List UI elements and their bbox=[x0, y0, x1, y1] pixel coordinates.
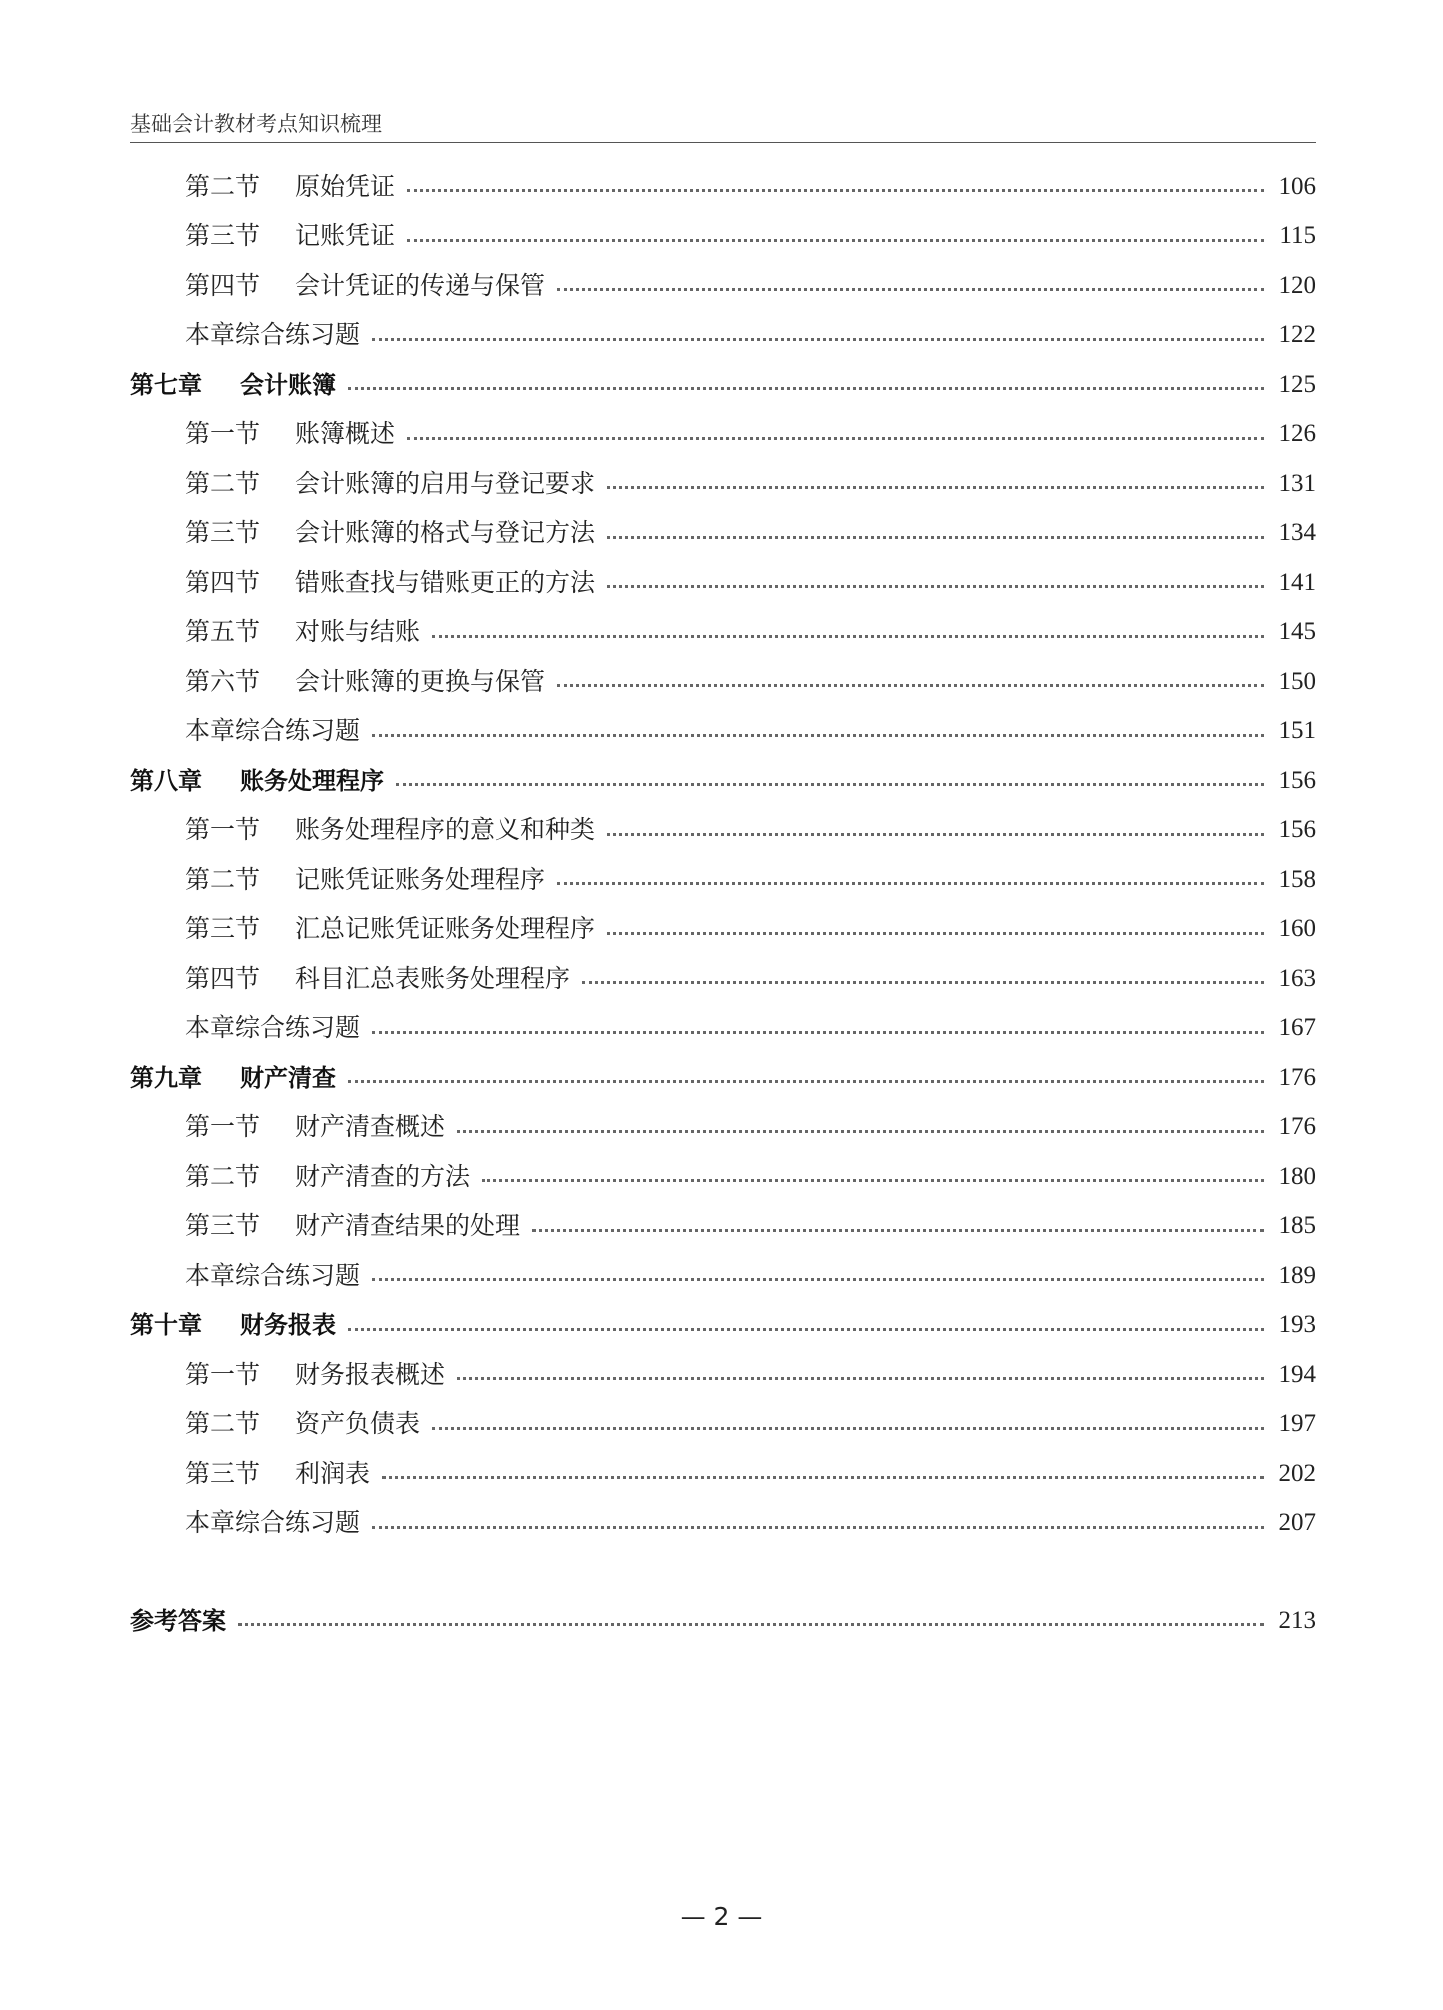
toc-section-entry[interactable] bbox=[130, 1103, 1316, 1153]
dot-leader bbox=[348, 1328, 1264, 1331]
toc-entry-page: 197 bbox=[1278, 1410, 1316, 1438]
toc-entry-number: 第二节 bbox=[185, 1409, 261, 1439]
toc-entry-number: 第十章 bbox=[130, 1311, 202, 1340]
toc-entry-page: 163 bbox=[1278, 964, 1316, 992]
toc-entry-page: 213 bbox=[1278, 1606, 1316, 1634]
toc-entry-number: 第一节 bbox=[185, 1112, 261, 1142]
dot-leader bbox=[607, 932, 1264, 935]
toc-entry-title: 财产清查 bbox=[240, 1063, 336, 1092]
dot-leader bbox=[432, 1427, 1264, 1430]
toc-section-entry[interactable] bbox=[130, 311, 1316, 361]
toc-section-entry[interactable] bbox=[130, 1449, 1316, 1499]
dot-leader bbox=[348, 1080, 1264, 1083]
toc-entry-number: 第四节 bbox=[185, 270, 261, 300]
toc-entry-title: 错账查找与错账更正的方法 bbox=[295, 567, 596, 597]
dot-leader bbox=[582, 981, 1264, 984]
toc-section-entry[interactable] bbox=[130, 459, 1316, 509]
page-number: — 2 — bbox=[680, 1902, 763, 1931]
toc-entry-number: 第一节 bbox=[185, 1359, 261, 1389]
toc-entry-number: 第二节 bbox=[185, 1161, 261, 1191]
toc-section-entry[interactable] bbox=[130, 558, 1316, 608]
toc-entry-title: 财产清查概述 bbox=[295, 1112, 446, 1142]
toc-entry-title: 财务报表概述 bbox=[295, 1359, 446, 1389]
toc-entry-number: 第三节 bbox=[185, 1211, 261, 1241]
toc-chapter-entry[interactable] bbox=[130, 1301, 1316, 1351]
dot-leader bbox=[372, 1526, 1264, 1529]
dot-leader bbox=[372, 1031, 1264, 1034]
table-of-contents bbox=[130, 162, 1316, 1646]
toc-entry-page: 160 bbox=[1278, 915, 1316, 943]
toc-entry-title: 账簿概述 bbox=[295, 419, 396, 449]
toc-entry-title: 财产清查结果的处理 bbox=[295, 1211, 521, 1241]
toc-entry-page: 141 bbox=[1278, 568, 1316, 596]
toc-section-entry[interactable] bbox=[130, 806, 1316, 856]
dot-leader bbox=[372, 338, 1264, 341]
toc-section-entry[interactable] bbox=[130, 1202, 1316, 1252]
toc-entry-title: 本章综合练习题 bbox=[185, 716, 361, 746]
toc-entry-title: 本章综合练习题 bbox=[185, 320, 361, 350]
dot-leader bbox=[372, 734, 1264, 737]
toc-entry-title: 利润表 bbox=[295, 1458, 371, 1488]
dot-leader bbox=[407, 239, 1264, 242]
toc-section-entry[interactable] bbox=[130, 608, 1316, 658]
toc-entry-title: 本章综合练习题 bbox=[185, 1260, 361, 1290]
toc-entry-number: 第六节 bbox=[185, 666, 261, 696]
toc-entry-page: 145 bbox=[1278, 618, 1316, 646]
toc-entry-title: 科目汇总表账务处理程序 bbox=[295, 963, 571, 993]
toc-entry-title: 本章综合练习题 bbox=[185, 1013, 361, 1043]
toc-entry-page: 120 bbox=[1278, 271, 1316, 299]
toc-chapter-entry[interactable] bbox=[130, 1053, 1316, 1103]
toc-entry-title: 会计账簿的格式与登记方法 bbox=[295, 518, 596, 548]
dot-leader bbox=[382, 1476, 1264, 1479]
toc-entry-number: 第二节 bbox=[185, 864, 261, 894]
toc-entry-page: 180 bbox=[1278, 1162, 1316, 1190]
toc-entry-number: 第二节 bbox=[185, 468, 261, 498]
toc-entry-title: 账务处理程序 bbox=[240, 766, 384, 795]
toc-entry-page: 176 bbox=[1278, 1113, 1316, 1141]
toc-section-entry[interactable] bbox=[130, 1400, 1316, 1450]
toc-entry-number: 第三节 bbox=[185, 518, 261, 548]
toc-section-entry[interactable] bbox=[130, 1350, 1316, 1400]
toc-entry-page: 151 bbox=[1278, 717, 1316, 745]
toc-entry-title: 本章综合练习题 bbox=[185, 1508, 361, 1538]
dot-leader bbox=[407, 189, 1264, 192]
dot-leader bbox=[238, 1623, 1264, 1626]
toc-appendix-entry[interactable] bbox=[130, 1596, 1316, 1646]
toc-entry-number: 第一节 bbox=[185, 815, 261, 845]
toc-section-entry[interactable] bbox=[130, 509, 1316, 559]
toc-entry-page: 193 bbox=[1278, 1311, 1316, 1339]
toc-section-entry[interactable] bbox=[130, 707, 1316, 757]
toc-entry-number: 第三节 bbox=[185, 914, 261, 944]
toc-entry-page: 115 bbox=[1279, 222, 1316, 250]
toc-entry-number: 第三节 bbox=[185, 1458, 261, 1488]
toc-entry-title: 会计账簿的更换与保管 bbox=[295, 666, 546, 696]
toc-entry-page: 156 bbox=[1278, 816, 1316, 844]
toc-entry-title: 原始凭证 bbox=[295, 171, 396, 201]
toc-entry-number: 第九章 bbox=[130, 1063, 202, 1092]
dot-leader bbox=[407, 437, 1264, 440]
toc-entry-title: 会计凭证的传递与保管 bbox=[295, 270, 546, 300]
toc-entry-page: 176 bbox=[1278, 1063, 1316, 1091]
toc-section-entry[interactable] bbox=[130, 954, 1316, 1004]
toc-entry-title: 会计账簿 bbox=[240, 370, 336, 399]
toc-chapter-entry[interactable] bbox=[130, 756, 1316, 806]
dot-leader bbox=[396, 783, 1264, 786]
toc-entry-page: 189 bbox=[1278, 1261, 1316, 1289]
toc-entry-number: 第三节 bbox=[185, 221, 261, 251]
toc-entry-number: 第四节 bbox=[185, 963, 261, 993]
toc-entry-page: 150 bbox=[1278, 667, 1316, 695]
toc-entry-title: 记账凭证账务处理程序 bbox=[295, 864, 546, 894]
dot-leader bbox=[557, 288, 1264, 291]
toc-entry-title: 会计账簿的启用与登记要求 bbox=[295, 468, 596, 498]
toc-entry-number: 第七章 bbox=[130, 370, 202, 399]
dot-leader bbox=[457, 1130, 1264, 1133]
toc-entry-page: 202 bbox=[1278, 1459, 1316, 1487]
toc-section-entry[interactable] bbox=[130, 1251, 1316, 1301]
dot-leader bbox=[557, 882, 1264, 885]
toc-entry-number: 第一节 bbox=[185, 419, 261, 449]
toc-entry-title: 资产负债表 bbox=[295, 1409, 421, 1439]
dot-leader bbox=[557, 684, 1264, 687]
toc-entry-number: 第五节 bbox=[185, 617, 261, 647]
toc-entry-title: 参考答案 bbox=[130, 1606, 226, 1635]
toc-entry-page: 122 bbox=[1278, 321, 1316, 349]
toc-section-entry[interactable] bbox=[130, 261, 1316, 311]
toc-entry-page: 194 bbox=[1278, 1360, 1316, 1388]
toc-entry-page: 207 bbox=[1278, 1509, 1316, 1537]
dot-leader bbox=[482, 1179, 1264, 1182]
toc-section-entry[interactable] bbox=[130, 905, 1316, 955]
toc-entry-page: 156 bbox=[1278, 766, 1316, 794]
dot-leader bbox=[348, 387, 1264, 390]
toc-entry-number: 第二节 bbox=[185, 171, 261, 201]
toc-entry-title: 财务报表 bbox=[240, 1311, 336, 1340]
toc-entry-number: 第八章 bbox=[130, 766, 202, 795]
dot-leader bbox=[532, 1229, 1264, 1232]
dot-leader bbox=[607, 585, 1264, 588]
toc-entry-page: 185 bbox=[1278, 1212, 1316, 1240]
toc-entry-title: 财产清查的方法 bbox=[295, 1161, 471, 1191]
running-header bbox=[130, 112, 1316, 143]
toc-entry-title: 汇总记账凭证账务处理程序 bbox=[295, 914, 596, 944]
toc-entry-title: 对账与结账 bbox=[295, 617, 421, 647]
toc-section-entry[interactable] bbox=[130, 1004, 1316, 1054]
toc-entry-page: 134 bbox=[1278, 519, 1316, 547]
toc-entry-page: 125 bbox=[1278, 370, 1316, 398]
dot-leader bbox=[607, 833, 1264, 836]
toc-section-entry[interactable] bbox=[130, 1152, 1316, 1202]
toc-entry-number: 第四节 bbox=[185, 567, 261, 597]
toc-entry-title: 账务处理程序的意义和种类 bbox=[295, 815, 596, 845]
toc-entry-page: 131 bbox=[1278, 469, 1316, 497]
toc-section-entry[interactable] bbox=[130, 657, 1316, 707]
toc-entry-page: 126 bbox=[1278, 420, 1316, 448]
toc-section-entry[interactable] bbox=[130, 212, 1316, 262]
toc-entry-page: 158 bbox=[1278, 865, 1316, 893]
book-title: 基础会计教材考点知识梳理 bbox=[130, 112, 382, 136]
toc-section-entry[interactable] bbox=[130, 162, 1316, 212]
toc-entry-title: 记账凭证 bbox=[295, 221, 396, 251]
dot-leader bbox=[607, 486, 1264, 489]
dot-leader bbox=[432, 635, 1264, 638]
toc-section-entry[interactable] bbox=[130, 1499, 1316, 1549]
dot-leader bbox=[372, 1278, 1264, 1281]
dot-leader bbox=[607, 536, 1264, 539]
toc-chapter-entry[interactable] bbox=[130, 360, 1316, 410]
toc-entry-page: 106 bbox=[1278, 172, 1316, 200]
toc-section-entry[interactable] bbox=[130, 410, 1316, 460]
toc-entry-page: 167 bbox=[1278, 1014, 1316, 1042]
toc-section-entry[interactable] bbox=[130, 855, 1316, 905]
dot-leader bbox=[457, 1377, 1264, 1380]
